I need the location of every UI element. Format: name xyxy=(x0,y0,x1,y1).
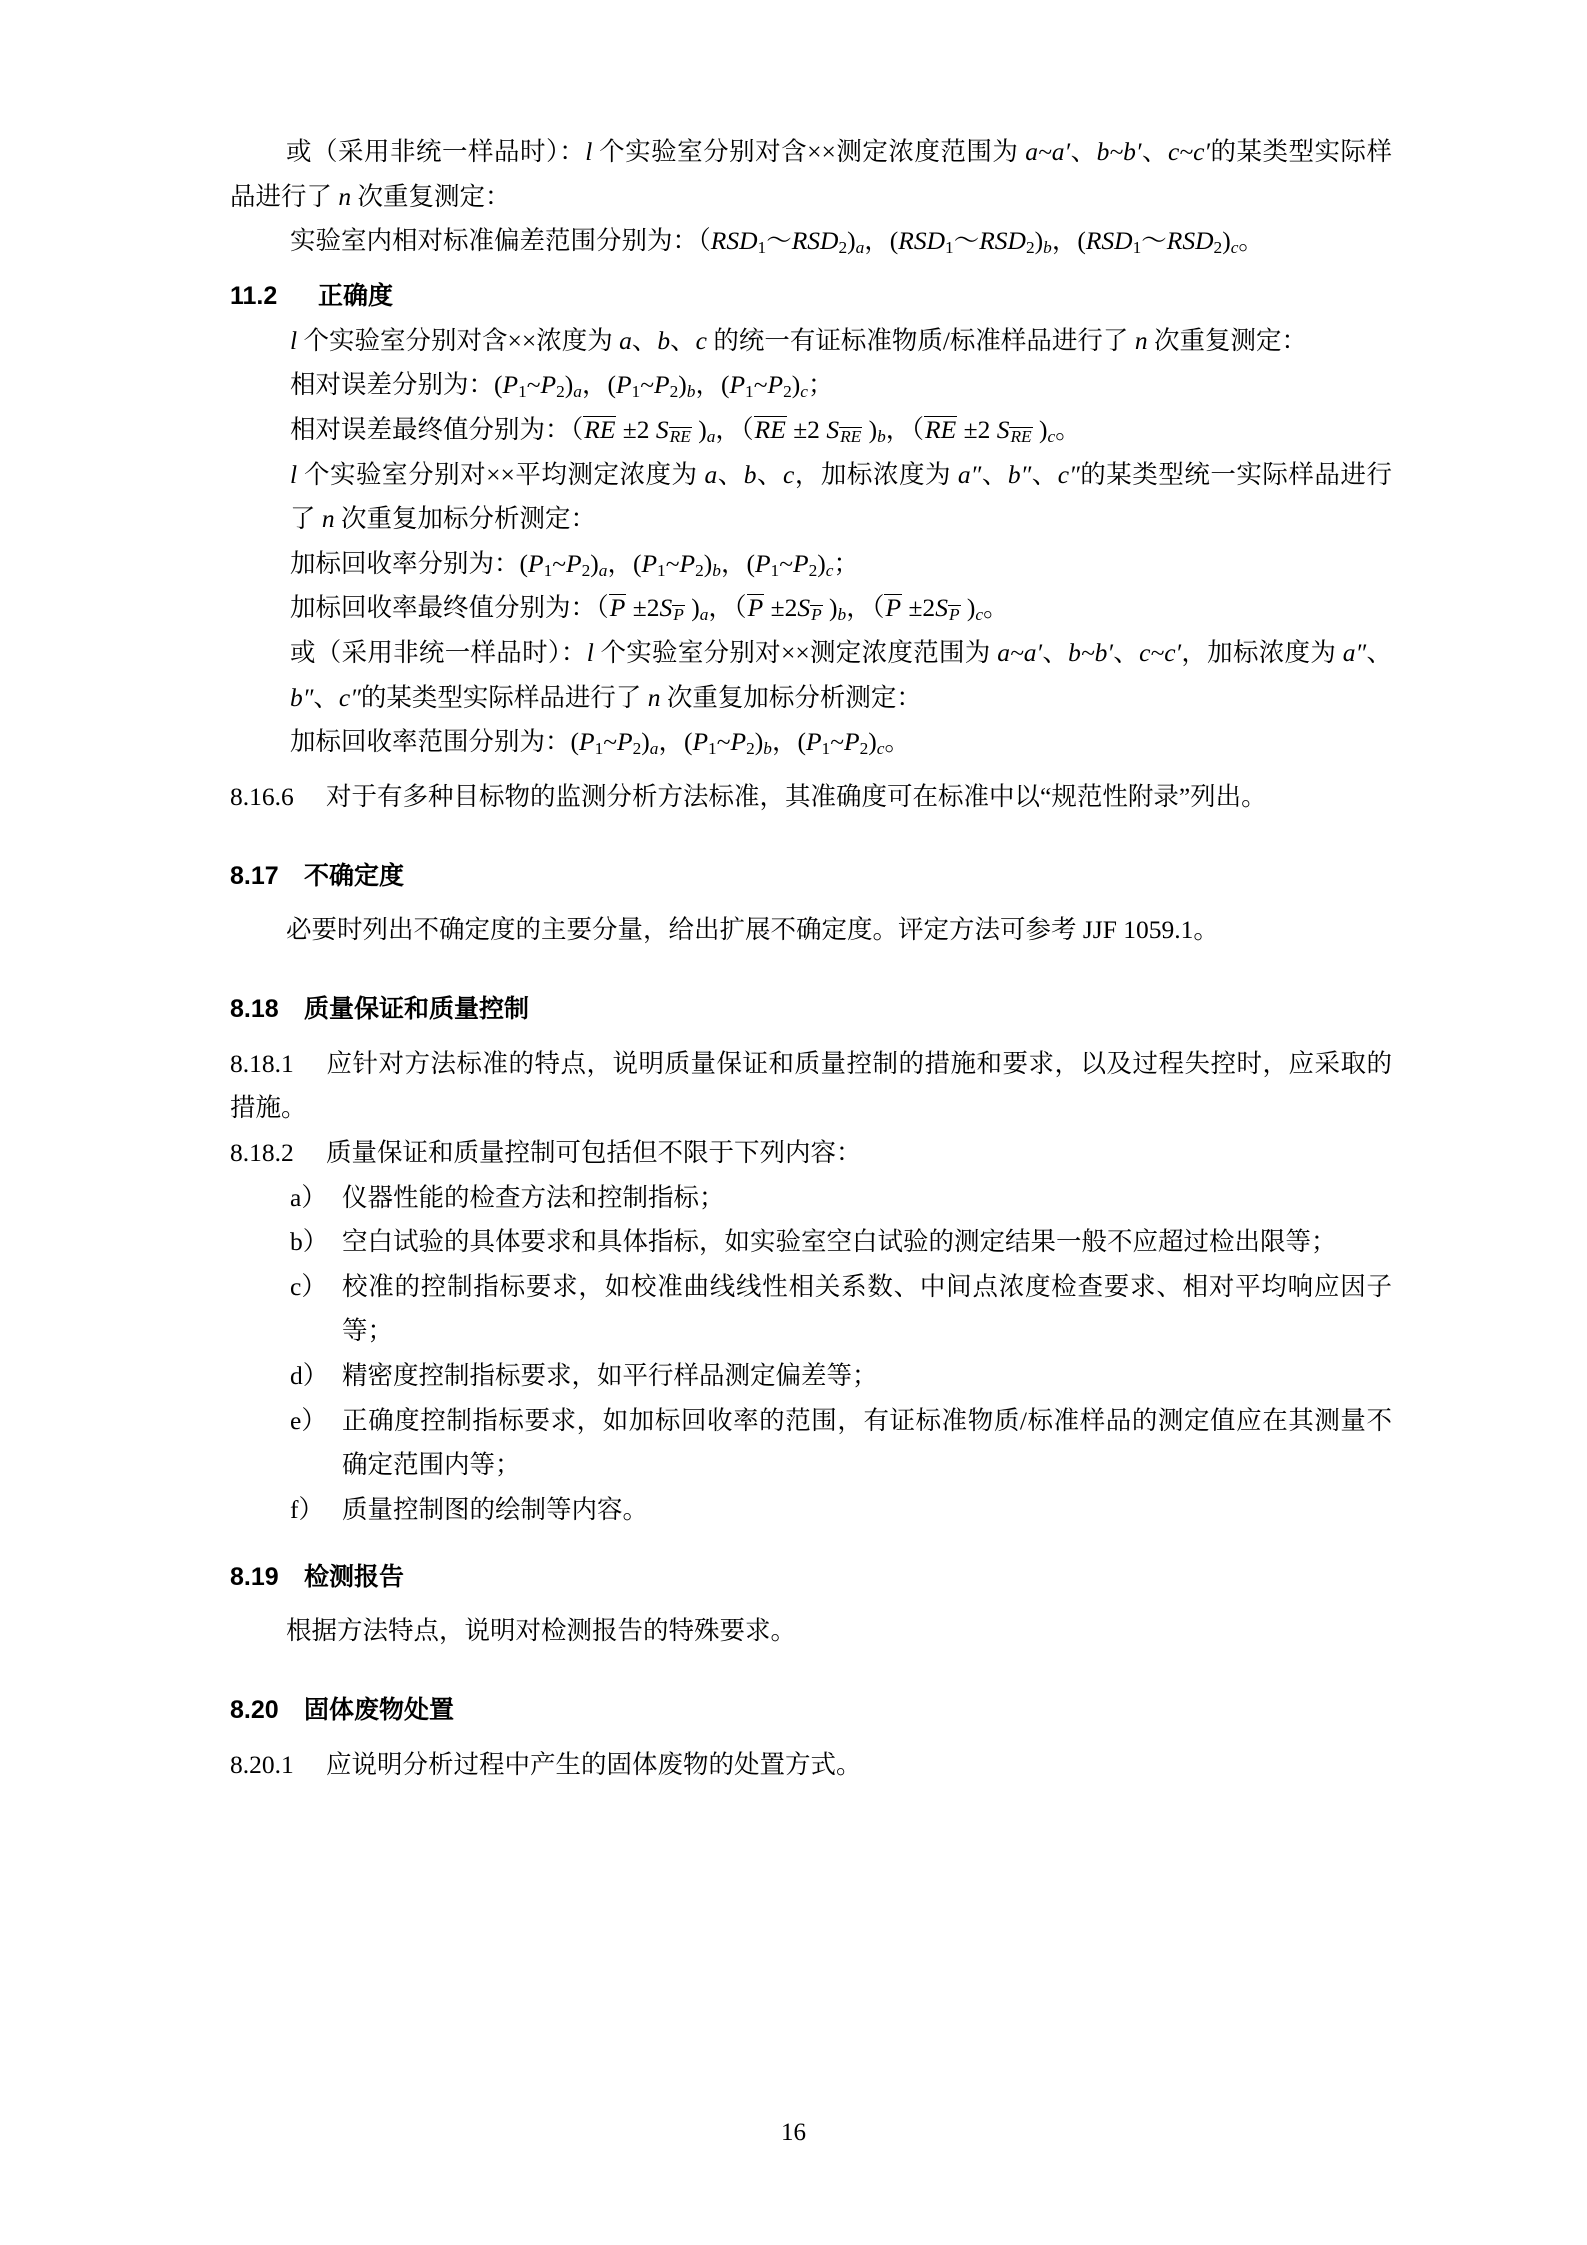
list-item xyxy=(290,1488,1392,1533)
clause-8-18-2-text: 质量保证和质量控制可包括但不限于下列内容： xyxy=(326,1137,862,1167)
clause-8-20-1-text: 应说明分析过程中产生的固体废物的处置方式。 xyxy=(326,1749,862,1779)
heading-11-2-title: 正确度 xyxy=(318,280,394,310)
list-item-label: f） xyxy=(290,1494,324,1524)
paragraph-alt-sample-2: 或（采用非统一样品时）：l 个实验室分别对××测定浓度范围为 a~a′、b~b′、c~c′，加标浓度为 a″、b″、c″的某类型实际样品进行了 n 次重复加标分析测定： xyxy=(290,638,1392,712)
heading-8-19-title: 检测报告 xyxy=(304,1561,405,1591)
clause-8-18-2 xyxy=(230,1131,1392,1176)
paragraph-recovery-final: 加标回收率最终值分别为：（$P \pm 2S_P$ )$_a$，（$P \pm 2S_P$ )$_b$，（$P \pm 2S_P$ )$_c$。 xyxy=(290,593,1009,625)
paragraph-recovery: 加标回收率分别为：$(P_1\sim P_2)_a$，$(P_1\sim P_2)_b$，$(P_1\sim P_2)_c$； xyxy=(290,548,859,580)
paragraph-rsd-range: 实验室内相对标准偏差范围分别为：$(RSD_1\sim RSD_2)_a$，$(RSD_1\sim RSD_2)_b$，$(RSD_1\sim RSD_2)_c$。 xyxy=(290,226,1264,258)
paragraph-accuracy-1: l 个实验室分别对含××浓度为 a、b、c 的统一有证标准物质/标准样品进行了 n 次重复测定： xyxy=(290,325,1307,355)
heading-8-20-number: 8.20 xyxy=(230,1695,279,1724)
clause-8-16-6 xyxy=(230,775,1392,820)
heading-11-2 xyxy=(230,274,1392,319)
clause-8-16-6-number: 8.16.6 xyxy=(230,781,294,811)
heading-8-18-number: 8.18 xyxy=(230,994,279,1023)
clause-8-20-1 xyxy=(230,1743,1392,1788)
list-item-label: e） xyxy=(290,1405,327,1435)
heading-8-17-title: 不确定度 xyxy=(304,860,405,890)
clause-8-18-2-number: 8.18.2 xyxy=(230,1137,294,1167)
list-item-label: a） xyxy=(290,1182,327,1212)
heading-8-18-title: 质量保证和质量控制 xyxy=(304,993,530,1023)
list-item-text: 正确度控制指标要求，如加标回收率的范围，有证标准物质/标准样品的测定值应在其测量不确定范围内等； xyxy=(342,1405,1392,1480)
heading-8-18 xyxy=(230,987,1392,1032)
paragraph-alt-sample-1: 或（采用非统一样品时）：l 个实验室分别对含××测定浓度范围为 a~a′、b~b′、c~c′的某类型实际样品进行了 n 次重复测定： xyxy=(230,137,1392,211)
heading-8-17 xyxy=(230,854,1392,899)
paragraph-8-19-body: 根据方法特点，说明对检测报告的特殊要求。 xyxy=(286,1616,797,1646)
heading-8-19 xyxy=(230,1555,1392,1600)
clause-8-16-6-text: 对于有多种目标物的监测分析方法标准，其准确度可在标准中以“规范性附录”列出。 xyxy=(326,781,1267,811)
paragraph-relative-error-final: 相对误差最终值分别为：（RE ±2 $S_{RE}$ )$_a$，（RE ±2 $S_{RE}$ )$_b$，（RE ±2 $S_{RE}$ )$_c$。 xyxy=(290,414,1081,446)
list-item-text: 精密度控制指标要求，如平行样品测定偏差等； xyxy=(342,1361,878,1390)
heading-8-20-title: 固体废物处置 xyxy=(304,1694,455,1724)
clause-8-18-1-number: 8.18.1 xyxy=(230,1048,294,1078)
clause-8-20-1-number: 8.20.1 xyxy=(230,1749,294,1779)
list-item xyxy=(290,1176,1392,1221)
clause-8-18-1 xyxy=(230,1042,1392,1131)
heading-11-2-number: 11.2 xyxy=(230,281,278,310)
document-body xyxy=(230,130,1392,1787)
list-item xyxy=(290,1354,1392,1399)
list-item-text: 质量控制图的绘制等内容。 xyxy=(342,1494,649,1524)
list-item xyxy=(290,1220,1392,1265)
list-item-label: b） xyxy=(290,1227,329,1257)
clause-8-18-1-text: 应针对方法标准的特点，说明质量保证和质量控制的措施和要求，以及过程失控时，应采取的措施。 xyxy=(230,1048,1392,1123)
paragraph-spike-sample: l 个实验室分别对××平均测定浓度为 a、b、c，加标浓度为 a″、b″、c″的某类型统一实际样品进行了 n 次重复加标分析测定： xyxy=(290,459,1392,534)
list-item-label: d） xyxy=(290,1361,329,1390)
paragraph-relative-error: 相对误差分别为：$(P_1\sim P_2)_a$，$(P_1\sim P_2)_b$，$(P_1\sim P_2)_c$； xyxy=(290,370,834,402)
paragraph-recovery-range: 加标回收率范围分别为：$(P_1\sim P_2)_a$，$(P_1\sim P_2)_b$，$(P_1\sim P_2)_c$。 xyxy=(290,727,910,759)
list-item-text: 仪器性能的检查方法和控制指标； xyxy=(342,1182,725,1212)
list-item-text: 校准的控制指标要求，如校准曲线线性相关系数、中间点浓度检查要求、相对平均响应因子等； xyxy=(342,1271,1392,1346)
heading-8-17-number: 8.17 xyxy=(230,861,279,890)
paragraph-8-17-body: 必要时列出不确定度的主要分量，给出扩展不确定度。评定方法可参考 JJF 1059.1。 xyxy=(286,915,1219,945)
heading-8-19-number: 8.19 xyxy=(230,1562,279,1591)
list-item-text: 空白试验的具体要求和具体指标，如实验室空白试验的测定结果一般不应超过检出限等； xyxy=(342,1227,1337,1257)
heading-8-20 xyxy=(230,1688,1392,1733)
list-item xyxy=(290,1265,1392,1354)
page-number: 16 xyxy=(781,2119,806,2146)
list-item-label: c） xyxy=(290,1271,327,1301)
list-item xyxy=(290,1399,1392,1488)
